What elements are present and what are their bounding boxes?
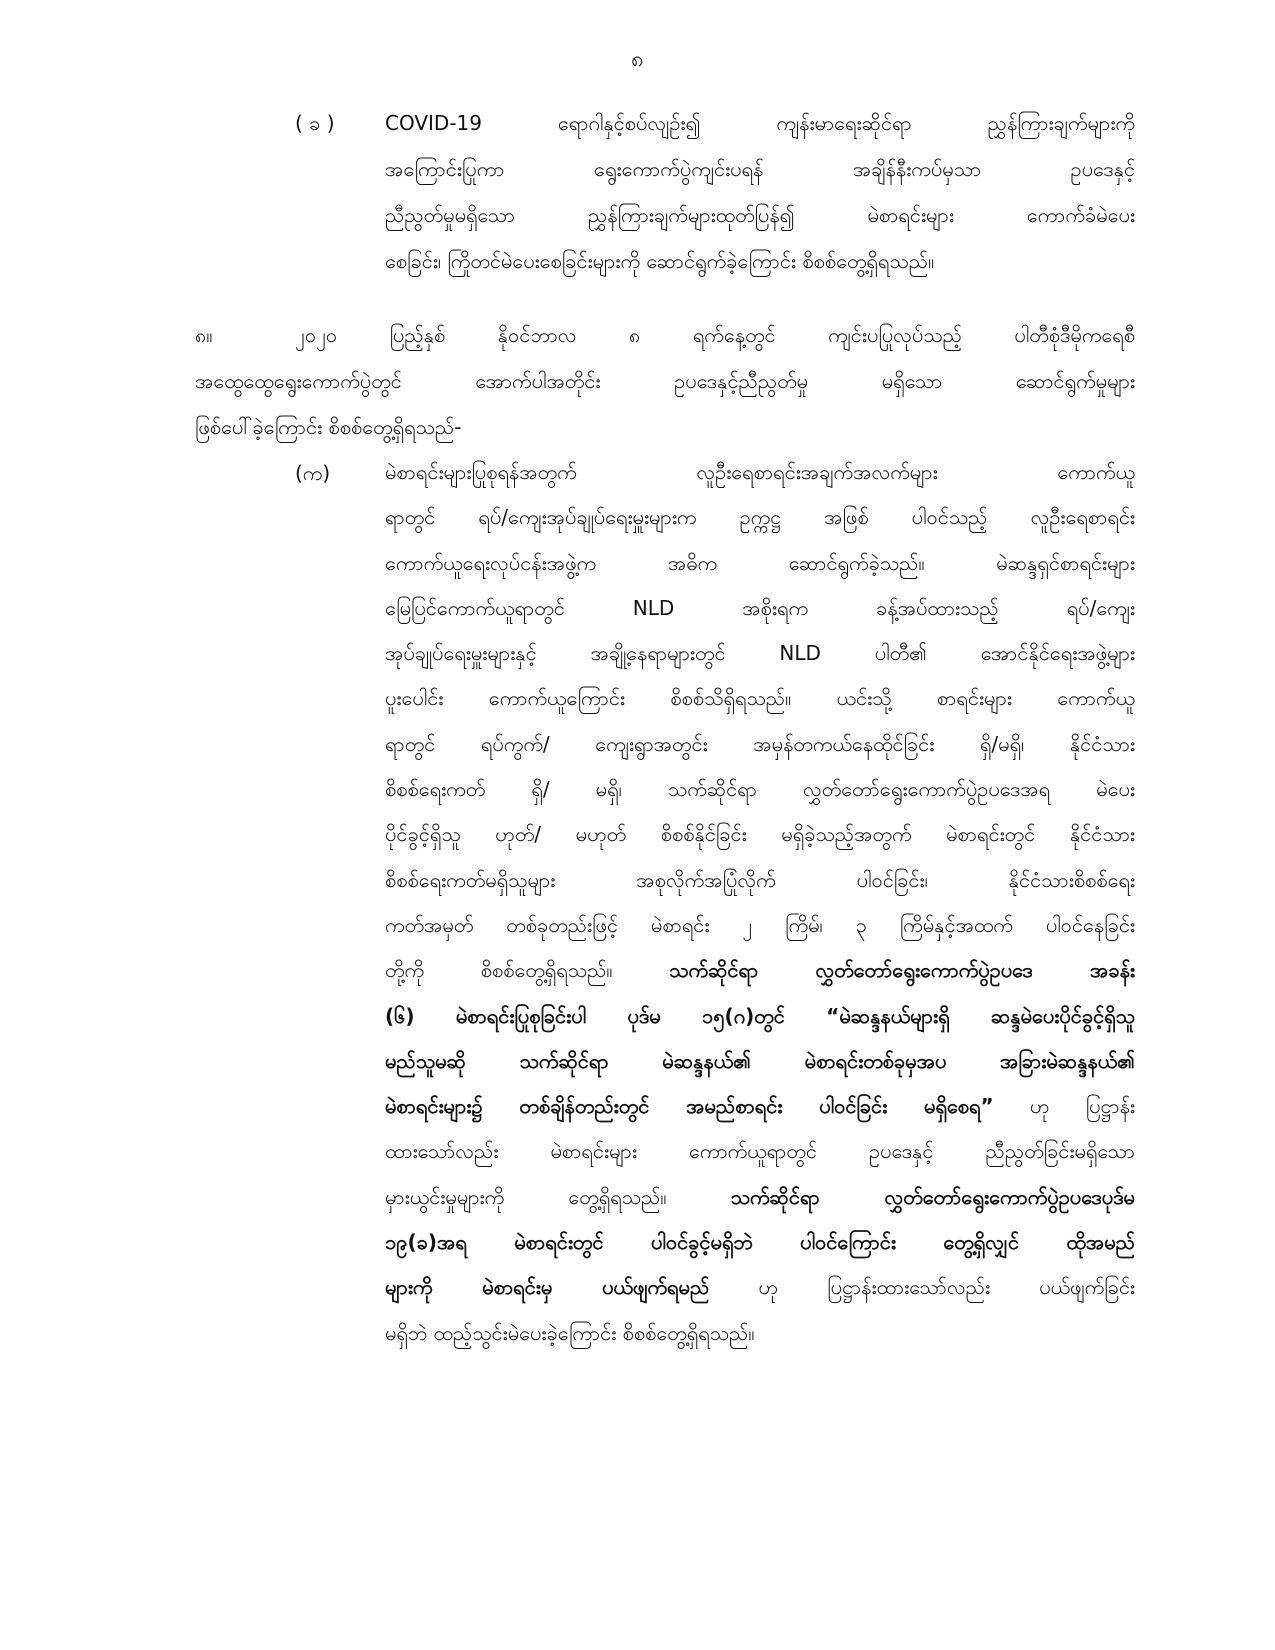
text-line-bold: မည်သူမဆို သက်ဆိုင်ရာ မဲဆန္ဒနယ်၏ မဲစာရင်းတစ်ခုမှအပ အခြားမဲဆန္ဒနယ်၏ xyxy=(385,1048,1135,1073)
text-line: အကြောင်းပြုကာ ရွေးကောက်ပွဲကျင်းပရန် အချိန်နီးကပ်မှသာ ဥပဒေနှင့် xyxy=(385,157,1135,181)
text-line: စိစစ်ရေးကတ် ရှိ/ မရှိ၊ သက်ဆိုင်ရာ လွှတ်တော်ရွေးကောက်ပွဲဥပဒေအရ မဲပေး xyxy=(385,777,1135,802)
text-line-mixed xyxy=(385,948,1135,993)
text-normal: တို့ကို စိစစ်တွေ့ရှိရသည်။ xyxy=(385,958,670,983)
clause-body xyxy=(385,450,1135,1356)
text-line: အထွေထွေရွေးကောက်ပွဲတွင် အောက်ပါအတိုင်း ဥပဒေနှင့်ညီညွတ်မှု မရှိသော ဆောင်ရွက်မှုများ xyxy=(195,369,1135,393)
text-normal: ဟု ပြဋ္ဌာန်း xyxy=(993,1094,1135,1119)
text-line: အုပ်ချုပ်ရေးမှူးများနှင့် အချို့နေရာများတွင် NLD ပါတီ၏ အောင်နိုင်ရေးအဖွဲ့များ xyxy=(385,641,1135,666)
text-line: ကောက်ယူရေးလုပ်ငန်းအဖွဲ့က အဓိက ဆောင်ရွက်ခဲ့သည်။ မဲဆန္ဒရှင်စာရင်းများ xyxy=(385,550,1135,575)
paragraph-8 xyxy=(195,312,1135,450)
text-line: ပိုင်ခွင့်ရှိသူ ဟုတ်/ မဟုတ် စိစစ်နိုင်ခြင်း မရှိခဲ့သည့်အတွက် မဲစာရင်းတွင် နိုင်ငံသား xyxy=(385,822,1135,847)
text-line: ညီညွတ်မှုမရှိသော ညွှန်ကြားချက်များထုတ်ပြန်၍ မဲစာရင်းများ ကောက်ခံမဲပေး xyxy=(385,203,1135,227)
clause-kha xyxy=(295,100,1135,284)
text-bold: သက်ဆိုင်ရာ လွှတ်တော်ရွေးကောက်ပွဲဥပဒေပုဒ်မ xyxy=(730,1184,1135,1209)
text-line-bold: (၆) မဲစာရင်းပြုစုခြင်းပါ ပုဒ်မ ၁၅(ဂ)တွင် “မဲဆန္ဒနယ်များရှိ ဆန္ဒမဲပေးပိုင်ခွင့်ရှိသူ xyxy=(385,1003,1135,1028)
text-line: ထားသော်လည်း မဲစာရင်းများ ကောက်ယူရာတွင် ဥပဒေနှင့် ညီညွတ်ခြင်းမရှိသော xyxy=(385,1139,1135,1164)
clause-label: (က) xyxy=(295,461,331,485)
text-normal: မှားယွင်းမှုများကို တွေ့ရှိရသည်။ xyxy=(385,1184,731,1209)
clause-label: ( ခ ) xyxy=(295,111,335,135)
text-line: စိစစ်ရေးကတ်မရှိသူများ အစုလိုက်အပြုံလိုက် ပါဝင်ခြင်း၊ နိုင်ငံသားစိစစ်ရေး xyxy=(385,867,1135,892)
text-line-mixed xyxy=(385,1265,1135,1310)
text-bold: မဲစာရင်းများ၌ တစ်ချိန်တည်းတွင် အမည်စာရင်း ပါဝင်ခြင်း မရှိစေရ” xyxy=(385,1094,994,1119)
text-line: မရှိဘဲ ထည့်သွင်းမဲပေးခဲ့ကြောင်း စိစစ်တွေ့ရှိရသည်။ xyxy=(385,1320,755,1345)
text-normal: ဟု ပြဋ္ဌာန်းထားသော်လည်း ပယ်ဖျက်ခြင်း xyxy=(709,1275,1135,1300)
text-line: ပူးပေါင်း ကောက်ယူကြောင်း စိစစ်သိရှိရသည်။ ယင်းသို့ စာရင်းများ ကောက်ယူ xyxy=(385,686,1135,711)
text-line: စေခြင်း၊ ကြိုတင်မဲပေးစေခြင်းများကို ဆောင်ရွက်ခဲ့ကြောင်း စိစစ်တွေ့ရှိရသည်။ xyxy=(385,249,935,273)
paragraph-number: ၈။ xyxy=(195,323,213,347)
page-number: ၈ xyxy=(631,47,644,72)
text-bold: များကို မဲစာရင်းမှ ပယ်ဖျက်ရမည် xyxy=(385,1275,710,1300)
text-line-bold: ၁၉(ခ)အရ မဲစာရင်းတွင် ပါဝင်ခွင့်မရှိဘဲ ပါဝင်ကြောင်း တွေ့ရှိလျှင် ထိုအမည် xyxy=(385,1230,1135,1255)
text-line: ဖြစ်ပေါ်ခဲ့ကြောင်း စိစစ်တွေ့ရှိရသည်- xyxy=(195,415,462,439)
text-line: ၂၀၂၀ ပြည့်နှစ် နိုဝင်ဘာလ ၈ ရက်နေ့တွင် ကျင်းပပြုလုပ်သည့် ပါတီစုံဒီမိုကရေစီ xyxy=(295,323,1135,347)
text-line: COVID-19 ရောဂါနှင့်စပ်လျဉ်း၍ ကျန်းမာရေးဆိုင်ရာ ညွှန်ကြားချက်များကို xyxy=(385,111,1135,135)
text-line-mixed xyxy=(385,1084,1135,1129)
paragraph-body xyxy=(195,312,1135,450)
text-line: ရာတွင် ရပ်/ကျေးအုပ်ချုပ်ရေးမှူးများက ဥက္ကဋ္ဌ အဖြစ် ပါဝင်သည့် လူဦးရေစာရင်း xyxy=(385,505,1135,530)
text-line: ရာတွင် ရပ်ကွက်/ ကျေးရွာအတွင်း အမှန်တကယ်နေထိုင်ခြင်း ရှိ/မရှိ၊ နိုင်ငံသား xyxy=(385,731,1135,756)
text-bold: သက်ဆိုင်ရာ လွှတ်တော်ရွေးကောက်ပွဲဥပဒေ အခန်း xyxy=(669,958,1135,983)
text-line-mixed xyxy=(385,1175,1135,1220)
text-line: မဲစာရင်းများပြုစုရန်အတွက် လူဦးရေစာရင်းအချက်အလက်များ ကောက်ယူ xyxy=(385,460,1135,484)
clause-ka xyxy=(295,450,1135,1356)
text-line: မြေပြင်ကောက်ယူရာတွင် NLD အစိုးရက ခန့်အပ်ထားသည့် ရပ်/ကျေး xyxy=(385,595,1135,620)
text-line: ကတ်အမှတ် တစ်ခုတည်းဖြင့် မဲစာရင်း ၂ ကြိမ်၊ ၃ ကြိမ်နှင့်အထက် ပါဝင်နေခြင်း xyxy=(385,912,1135,937)
clause-body xyxy=(385,100,1135,284)
